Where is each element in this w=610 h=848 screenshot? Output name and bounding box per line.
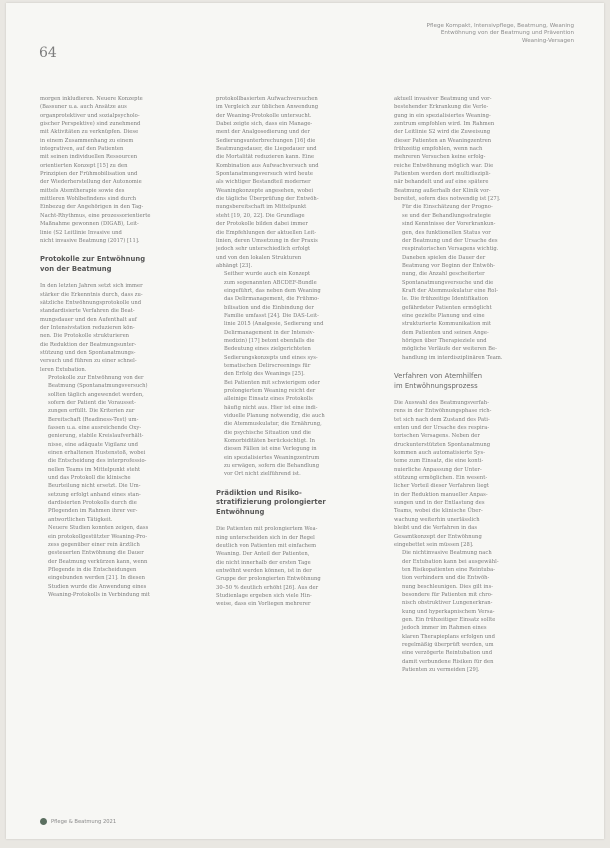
page-number: 64 (39, 45, 57, 61)
body-text-line: bleibt und die Verfahren in das (394, 525, 478, 532)
body-text-line: mehreren Versuchen keine erfolg- (394, 154, 486, 161)
body-text-line: gen. Ein frühzeitiger Einsatz sollte (402, 616, 496, 623)
body-text-line: In den letzten Jahren setzt sich immer (40, 283, 143, 290)
body-text-line: die tägliche Überprüfung der Entwöh- (216, 196, 319, 203)
body-text-line: Für die Einschätzung der Progno- (402, 204, 493, 211)
body-text-line: eingebunden werden [21]. In diesen (48, 575, 146, 582)
body-text-line: dieser Patienten an Weaningzentren (394, 137, 492, 144)
body-text-line: diesen Fällen ist eine Verlegung in (224, 446, 317, 453)
body-text-line: sungen und in der Entlastung des (394, 500, 485, 507)
text-column-middle (216, 95, 372, 609)
body-text-line: gefährdeter Patienten ermöglicht (402, 304, 492, 311)
body-text-line: tion verhindern und die Entwöh- (402, 575, 490, 582)
body-text-line: die Entscheidung des interprofessio- (48, 458, 147, 465)
body-text-line: der Protokolle bilden dabei immer (216, 221, 308, 228)
body-text-line: Neuere Studien konnten zeigen, dass (48, 525, 149, 532)
body-text-line: stärker die Erkenntnis durch, dass zu- (40, 291, 143, 298)
body-paragraph (40, 524, 196, 599)
body-text-line: im Vergleich zur üblichen Anwendung (216, 104, 319, 111)
section-heading-line: Verfahren von Atemhilfen (394, 372, 483, 380)
body-text-line: gischer Perspektive) sind zunehmend (40, 121, 141, 128)
body-text-line: bestehender Erkrankung die Verle- (394, 104, 489, 111)
body-paragraph (40, 95, 196, 245)
body-text-line: nungsbereitschaft im Mittelpunkt (216, 204, 307, 211)
body-text-line: eine verzögerte Reintubation und (402, 650, 493, 657)
body-text-line: der Beatmung verkürzen kann, wenn (48, 558, 148, 565)
body-text-line: ning unterscheiden sich in der Regel (216, 534, 315, 541)
body-text-line: nisse, eine adäquate Vigilanz und (48, 441, 138, 448)
body-text-line: orientierten Konzept [15] zu den (40, 162, 128, 169)
body-text-line: ment der Analgosedierung und der (216, 129, 310, 136)
body-text-line: Kraft der Atemmuskulatur eine Rol- (402, 287, 498, 294)
body-text-line: respiratorischen Versagens wichtig. (402, 246, 499, 253)
body-paragraph (394, 203, 550, 362)
body-text-line: nung beschleunigen. Dies gilt ins- (402, 583, 494, 590)
body-text-line: Studien wurde die Anwendung eines (48, 583, 147, 590)
body-text-line: in einem Zusammenhang zu einem (40, 137, 134, 144)
body-text-line: morgen inkludieren. Neuere Konzepte (40, 96, 143, 102)
body-text-line: ten Risikopatienten eine Reintuba- (402, 566, 496, 573)
body-text-line: Einbezug der Angehörigen in den Tag- (40, 204, 144, 211)
body-text-line: eingeführt, das neben dem Weaning (224, 287, 321, 294)
body-text-line: nuierliche Anpassung der Unter- (394, 466, 482, 473)
body-text-line: tematischen Delirscreenings für (224, 363, 311, 369)
body-text-line: ein spezialisiertes Weaningzentrum (224, 454, 320, 461)
body-text-line: die Empfehlungen der aktuellen Leit- (216, 229, 317, 236)
body-text-line: gen, des funktionellen Status vor (402, 229, 491, 236)
body-text-line: der Wiederherstellung der Autonomie (40, 179, 142, 186)
body-text-line: 30–50 % deutlich erhöht [26]. Aus der (216, 584, 319, 591)
body-text-line: Weaningkonzepte angesehen, wobei (216, 187, 314, 194)
journal-logo-icon (40, 818, 47, 825)
body-text-line: frühzeitig empfohlen, wenn nach (394, 146, 483, 153)
body-text-line: medizin) [17] betont ebenfalls die (224, 337, 315, 344)
body-text-line: Beatmungsdauer, die Liegedauer und (216, 146, 317, 153)
section-heading (216, 489, 372, 518)
body-text-line: Weaning-Protokolls in Verbindung mit (48, 591, 150, 598)
body-text-line: Dabei zeigte sich, dass ein Manage- (216, 121, 313, 128)
body-paragraph (394, 549, 550, 674)
body-text-line: Studienlage ergeben sich viele Hin- (216, 593, 312, 600)
body-text-line: einen erhaltenen Hustenstoß, wobei (48, 450, 146, 457)
body-text-line: Daneben spielen die Dauer der (402, 254, 486, 261)
body-text-line: antwortlichen Tätigkeit. (48, 516, 113, 523)
body-text-line: die Mortalität reduzieren kann. Eine (216, 154, 315, 161)
running-header-line: Weaning-Versagen (522, 37, 574, 44)
body-paragraph (394, 95, 550, 203)
body-text-line: sofern der Patient die Vorausset- (48, 400, 136, 406)
section-heading-line: im Entwöhnungsprozess (394, 381, 478, 390)
body-text-line: setzung erfolgt anhand eines stan- (48, 491, 141, 498)
body-text-line: zum sogenannten ABCDEF-Bundle (224, 279, 317, 286)
body-text-line: när behandelt und auf eine spätere (394, 179, 489, 186)
body-text-line: bilisation und die Einbindung der (224, 304, 314, 311)
body-text-line: nen. Die Protokolle strukturieren (40, 333, 130, 340)
section-heading-line: stratifizierung prolongierter (216, 498, 326, 507)
body-text-line: leren Extubation. (40, 366, 87, 373)
body-text-line: Pflegenden im Rahmen ihrer ver- (48, 508, 138, 515)
body-text-line: steht [19, 20, 22]. Die Grundlage (216, 212, 305, 219)
body-text-line: die Reduktion der Beatmungsunter- (40, 341, 137, 348)
body-text-line: Beatmung vor Beginn der Entwöh- (402, 262, 495, 269)
body-text-line: Familie umfasst [24]. Die DAS-Leit- (224, 312, 319, 319)
body-text-line: abhängt [23]. (216, 262, 253, 269)
body-text-line: vor Ort nicht zielführend ist. (224, 471, 301, 478)
body-text-line: Teams, wobei die klinische Über- (394, 508, 483, 515)
body-paragraph (394, 399, 550, 549)
body-text-line: protokollbasierten Aufwachversuchen (216, 96, 318, 102)
body-text-line: Delirmanagement in der Intensiv- (224, 329, 315, 336)
body-text-line: Protokolle zur Entwöhnung von der (48, 374, 144, 381)
body-text-line: klaren Therapieplans erfolgen und (402, 633, 495, 640)
running-header-line: Pflege Kompakt, Intensivpflege, Beatmung, Weaning (426, 23, 574, 29)
section-heading-line: Prädiktion und Risiko- (216, 488, 302, 497)
body-text-line: weise, dass ein Vorliegen mehrerer (216, 601, 311, 608)
body-text-line: eine gezielte Planung und eine (402, 312, 485, 319)
body-text-line: zess gegenüber einer rein ärztlich (48, 541, 140, 548)
body-text-line: reiche Entwöhnung möglich war. Die (394, 162, 494, 169)
body-text-line: stützung und den Spontanatmungs- (40, 349, 136, 356)
body-text-line: teme zum Einsatz, die eine konti- (394, 458, 484, 465)
body-text-line: Pflegende in die Entscheidungen (48, 566, 137, 573)
section-heading (394, 372, 550, 391)
running-header-line: Entwöhnung von der Beatmung und Prävention (440, 30, 574, 37)
text-column-right (394, 95, 550, 674)
body-text-line: fassen u.a. eine ausreichende Oxy- (48, 425, 142, 432)
body-text-line: entwöhnt werden können, ist in der (216, 568, 312, 575)
body-paragraph (216, 379, 372, 479)
body-text-line: sollten täglich angewendet werden, (48, 391, 144, 398)
body-text-line: Bereitschaft (Readiness-Test) um- (48, 416, 139, 423)
footer-text: Pflege & Beatmung 2021 (51, 818, 117, 825)
body-text-line: der Weaning-Protokolle untersucht. (216, 112, 312, 119)
body-text-line: se und der Behandlungsstrategie (402, 212, 491, 219)
body-text-line: Sedierungsunterbrechungen [16] die (216, 137, 316, 144)
body-text-line: viduelle Planung notwendig, die auch (224, 413, 325, 420)
body-text-line: Spontanatmungsversuche und die (402, 279, 494, 286)
body-text-line: kommen auch automatisierte Sys- (394, 450, 486, 457)
body-text-line: die nicht innerhalb der ersten Tage (216, 559, 311, 566)
body-text-line: zentrum empfohlen wird. Im Rahmen (394, 121, 495, 128)
body-text-line: gung in ein spezialisiertes Weaning- (394, 112, 491, 119)
body-text-line: Prinzipien der Frühmobilisation und (40, 171, 138, 178)
body-text-line: dem Patienten und seinen Ange- (402, 329, 489, 336)
section-heading-line: von der Beatmung (40, 264, 112, 273)
body-text-line: Spontanatmungsversuch wird heute (216, 171, 314, 178)
body-text-line: den Erfolg des Weanings [25]. (224, 371, 305, 378)
body-text-line: genierung, stabile Kreislaufverhält- (48, 433, 144, 440)
body-text-line: strukturierte Kommunikation mit (402, 321, 491, 328)
body-text-line: (Bassuner u.a. auch Ansätze aus (40, 104, 127, 111)
body-text-line: deutlich von Patienten mit einfachem (216, 543, 317, 549)
body-text-line: prolongiertem Weaning reicht der (224, 388, 316, 395)
body-text-line: Patienten werden dort multidiszipli- (394, 171, 491, 178)
body-text-line: eingebettet sein müssen [28]. (394, 541, 474, 548)
body-text-line: Die nichtinvasive Beatmung nach (402, 550, 492, 557)
body-text-line: stützung ermöglichen. Ein wesent- (394, 475, 488, 482)
body-text-line: torischen Versagens. Neben der (394, 433, 480, 440)
body-text-line: und von den lokalen Strukturen (216, 254, 302, 261)
body-text-line: Die Auswahl des Beatmungsverfah- (394, 400, 489, 406)
body-text-line: Gruppe der prolongierten Entwöhnung (216, 576, 321, 583)
body-text-line: mögliche Verläufe der weiteren Be- (402, 346, 497, 353)
section-heading-line: Protokolle zur Entwöhnung (40, 255, 146, 264)
running-header (427, 23, 574, 45)
body-text-line: Sedierungskonzepts und eines sys- (224, 354, 318, 361)
body-text-line: integrativen, auf den Patienten (40, 146, 124, 153)
body-paragraph (216, 95, 372, 270)
body-text-line: bereitet, sofern dies notwendig ist [27]. (394, 196, 501, 203)
body-text-line: die psychische Situation und die (224, 429, 312, 436)
body-text-line: und das Protokoll die klinische (48, 475, 131, 482)
body-text-line: standardisierte Verfahren die Beat- (40, 308, 135, 315)
body-paragraph (216, 525, 372, 608)
body-text-line: enten und der Ursache des respira- (394, 425, 490, 432)
body-text-line: rens in der Entwöhnungsphase rich- (394, 408, 492, 415)
body-paragraph (40, 282, 196, 374)
body-text-line: Komorbiditäten berücksichtigt. In (224, 438, 315, 445)
body-text-line: der Intensivstation reduzieren kön- (40, 324, 135, 331)
body-text-line: mit seinen individuellen Ressourcen (40, 154, 138, 161)
body-text-line: Bei Patienten mit schwierigem oder (224, 379, 321, 386)
body-paragraph (216, 270, 372, 378)
body-text-line: der Leitlinie S2 wird die Zuweisung (394, 129, 491, 136)
body-text-line: kung und hyperkapnischem Versa- (402, 608, 495, 615)
body-text-line: licher Vorteil dieser Verfahren liegt (394, 483, 490, 490)
body-text-line: Maßnahme gewonnen (DIGAB), Leit- (40, 221, 139, 228)
body-text-line: damit verbundene Risiken für den (402, 658, 494, 665)
body-text-line: Weaning. Der Anteil der Patienten, (216, 551, 310, 558)
body-text-line: zungen erfüllt. Die Kriterien zur (48, 408, 135, 415)
body-text-line: mittels Atemtherapie sowie des (40, 187, 125, 194)
body-text-line: nellen Teams im Mittelpunkt steht (48, 466, 141, 473)
body-text-line: Seither wurde auch ein Konzept (224, 271, 311, 278)
body-text-line: linie (S2 Leitlinie Invasive und (40, 229, 122, 236)
body-text-line: Beatmung außerhalb der Klinik vor- (394, 187, 491, 194)
body-text-line: wachung weiterhin unerlässlich (394, 516, 480, 523)
body-text-line: der Extubation kann bei ausgewähl- (402, 558, 499, 565)
body-text-line: nisch obstruktiver Lungenerkran- (402, 600, 493, 607)
body-text-line: mit Aktivitäten zu verknüpfen. Diese (40, 129, 139, 136)
body-text-line: organprotektiver und sozialpsycholo- (40, 112, 140, 119)
body-text-line: Beurteilung nicht ersetzt. Die Um- (48, 483, 141, 490)
body-text-line: aktuell invasiver Beatmung und vor- (394, 96, 492, 102)
body-text-line: als wichtiger Bestandteil moderner (216, 179, 311, 186)
body-text-line: Patienten zu vermeiden [29]. (402, 667, 480, 673)
body-text-line: nung, die Anzahl gescheiterter (402, 271, 485, 278)
body-text-line: zu erwägen, sofern die Behandlung (224, 463, 320, 470)
body-text-line: jedoch sehr unterschiedlich erfolgt (216, 246, 311, 253)
body-text-line: der Beatmung und der Ursache des (402, 237, 498, 244)
text-column-left (40, 95, 196, 599)
body-text-line: Kombination aus Aufwachversuch und (216, 162, 319, 169)
body-text-line: regelmäßig überprüft werden, um (402, 641, 494, 648)
body-text-line: dardisierten Protokolls durch die (48, 500, 137, 507)
body-text-line: tet sich nach dem Zustand des Pati- (394, 416, 490, 423)
journal-page (6, 3, 604, 839)
body-text-line: mungsdauer und den Aufenthalt auf (40, 316, 137, 323)
body-text-line: ein protokollgestützter Weaning-Pro- (48, 533, 148, 540)
body-text-line: häufig nicht aus. Hier ist eine indi- (224, 404, 318, 411)
body-text-line: linien, deren Umsetzung in der Praxis (216, 237, 318, 244)
body-text-line: mittleren Wohlbefindens sind durch (40, 196, 137, 203)
body-text-line: linie 2015 (Analgesie, Sedierung und (224, 321, 324, 328)
page-footer (40, 818, 116, 825)
body-text-line: besondere für Patienten mit chro- (402, 591, 493, 598)
body-text-line: handlung im interdisziplinären Team. (402, 354, 503, 361)
body-text-line: gesteuerten Entwöhnung die Dauer (48, 550, 144, 557)
body-paragraph (40, 374, 196, 524)
body-text-line: in der Reduktion manueller Anpas- (394, 491, 488, 498)
body-text-line: versuch und führen zu einer schnel- (40, 358, 137, 365)
body-text-line: sind Kenntnisse der Vorerkrankun- (402, 221, 496, 228)
body-text-line: le. Die frühzeitige Identifikation (402, 296, 489, 303)
body-text-line: nicht invasive Beatmung (2017) [11]. (40, 237, 140, 244)
body-text-line: Bedeutung eines zielgerichteten (224, 346, 311, 353)
body-text-line: sätzliche Entwöhnungsprotokolle und (40, 299, 142, 306)
body-text-line: Nacht-Rhythmus, eine prozessorientierte (40, 212, 151, 219)
body-text-line: alleinige Einsatz eines Protokolls (224, 396, 313, 403)
body-text-line: die Atemmuskulatur, die Ernährung, (224, 421, 322, 428)
body-text-line: hörigen über Therapieziele und (402, 337, 487, 344)
body-text-line: das Delirmanagement, die Frühmo- (224, 296, 320, 303)
body-text-line: Gesamtkonzept der Entwöhnung (394, 533, 482, 540)
body-text-line: Die Patienten mit prolongiertem Wea- (216, 526, 318, 533)
section-heading (40, 255, 196, 274)
body-text-line: Beatmung (Spontanatmungsversuch) (48, 383, 148, 390)
body-text-line: druckunterstützten Spontanatmung (394, 441, 491, 448)
body-text-line: jedoch immer im Rahmen eines (402, 625, 487, 632)
section-heading-line: Entwöhnung (216, 507, 265, 516)
